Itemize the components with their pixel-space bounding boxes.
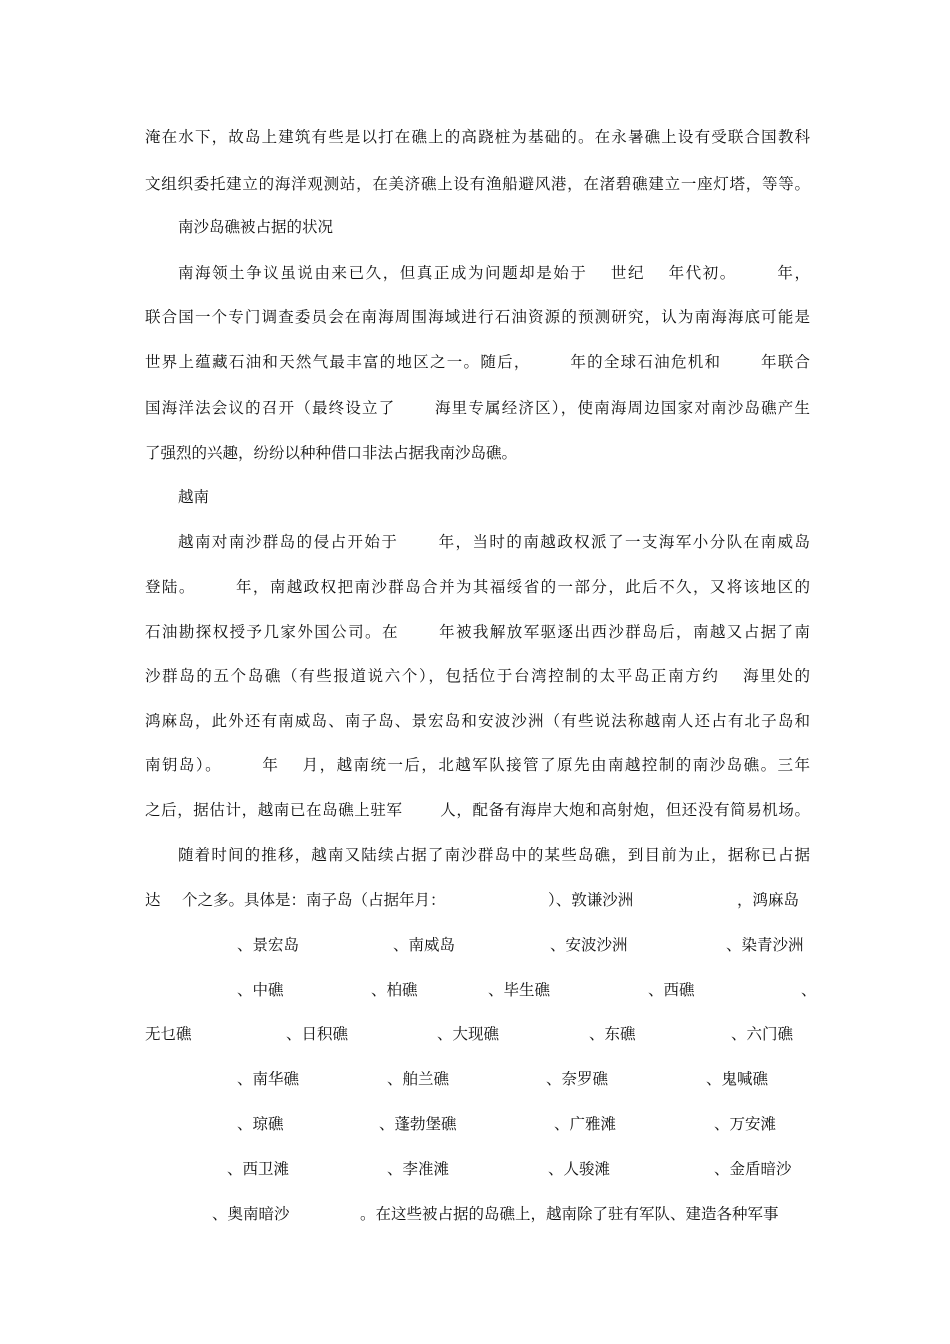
reef-list-item: 、广雅滩 [554, 1115, 617, 1133]
paragraph-line: 南钥岛）。 年 月，越南统一后，北越军队接管了原先由南越控制的南沙岛礁。三年 [145, 756, 810, 774]
reef-list-row [145, 1156, 810, 1182]
reef-list-row [145, 887, 810, 913]
reef-list-item: 、柏礁 [371, 981, 418, 999]
reef-list-row [145, 1066, 810, 1092]
paragraph-line: 鸿麻岛，此外还有南威岛、南子岛、景宏岛和安波沙洲（有些说法称越南人还占有北子岛和 [145, 712, 810, 730]
reef-list-row [145, 1201, 810, 1227]
paragraph-line: 淹在水下，故岛上建筑有些是以打在礁上的高跷桩为基础的。在永暑礁上设有受联合国教科 [145, 128, 810, 146]
reef-list-item: 、西礁 [648, 981, 695, 999]
paragraph-line: 石油勘探权授予几家外国公司。在 年被我解放军驱逐出西沙群岛后，南越又占据了南 [145, 623, 810, 641]
reef-list-item: 、蓬勃堡礁 [379, 1115, 457, 1133]
reef-list-item: 、人骏滩 [548, 1160, 611, 1178]
reef-list-item: 、金盾暗沙 [714, 1160, 792, 1178]
paragraph-line: 世界上蕴藏石油和天然气最丰富的地区之一。随后， 年的全球石油危机和 年联合 [145, 353, 810, 371]
paragraph-line: 随着时间的推移，越南又陆续占据了南沙群岛中的某些岛礁，到目前为止，据称已占据 [178, 846, 810, 864]
paragraph-line: 了强烈的兴趣，纷纷以种种借口非法占据我南沙岛礁。 [145, 444, 518, 462]
reef-list-item: 、琼礁 [237, 1115, 284, 1133]
section-heading: 越南 [178, 488, 210, 506]
reef-list-row [145, 1111, 810, 1137]
reef-list-item: 、日积礁 [286, 1025, 349, 1043]
reef-list-item: 、南威岛 [393, 936, 456, 954]
paragraph-line: 沙群岛的五个岛礁（有些报道说六个），包括位于台湾控制的太平岛正南方约 海里处的 [145, 667, 810, 685]
reef-list-item: 、南华礁 [237, 1070, 300, 1088]
reef-list-item: 、染青沙洲 [726, 936, 804, 954]
reef-list-item: 、奈罗礁 [546, 1070, 609, 1088]
reef-list-item: 、东礁 [589, 1025, 636, 1043]
reef-list-item: 达 [145, 891, 161, 909]
reef-list-item: 、 [801, 981, 817, 999]
reef-list-item: 、中礁 [237, 981, 284, 999]
reef-list-row [145, 977, 817, 1003]
reef-list-item: 。在这些被占据的岛礁上，越南除了驻有军队、建造各种军事 [360, 1205, 779, 1223]
paragraph-line: 文组织委托建立的海洋观测站，在美济礁上设有渔船避风港，在渚碧礁建立一座灯塔，等等。 [145, 175, 810, 193]
paragraph-line: 联合国一个专门调查委员会在南海周围海域进行石油资源的预测研究，认为南海海底可能是 [145, 308, 810, 326]
reef-list-item: 、安波沙洲 [550, 936, 628, 954]
reef-list-item: 、舶兰礁 [387, 1070, 450, 1088]
reef-list-item: 、毕生礁 [488, 981, 551, 999]
reef-list-row [145, 1021, 810, 1047]
reef-list-item: 、李准滩 [387, 1160, 450, 1178]
paragraph-line: 南海领土争议虽说由来已久，但真正成为问题却是始于 世纪 年代初。 年， [178, 264, 810, 282]
reef-list-item: 、六门礁 [731, 1025, 794, 1043]
reef-list-item: 、万安滩 [714, 1115, 777, 1133]
reef-list-row [145, 932, 810, 958]
reef-list-item: 个之多。具体是：南子岛（占据年月： [182, 891, 446, 909]
reef-list-item: 、鬼喊礁 [706, 1070, 769, 1088]
reef-list-item: ）、敦谦沙洲 [548, 891, 634, 909]
paragraph-line: 越南对南沙群岛的侵占开始于 年，当时的南越政权派了一支海军小分队在南威岛 [178, 533, 810, 551]
section-heading: 南沙岛礁被占据的状况 [178, 218, 334, 236]
paragraph-line: 国海洋法会议的召开（最终设立了 海里专属经济区），使南海周边国家对南沙岛礁产生 [145, 399, 810, 417]
reef-list-item: 、奥南暗沙 [212, 1205, 290, 1223]
paragraph-line: 之后，据估计，越南已在岛礁上驻军 人，配备有海岸大炮和高射炮，但还没有简易机场。 [145, 801, 810, 819]
reef-list-item: ，鸿麻岛 [737, 891, 800, 909]
reef-list-item: 、西卫滩 [227, 1160, 290, 1178]
reef-list-item: 、景宏岛 [237, 936, 300, 954]
reef-list-item: 、大现礁 [437, 1025, 500, 1043]
reef-list-item: 无乜礁 [145, 1025, 192, 1043]
paragraph-line: 登陆。 年，南越政权把南沙群岛合并为其福绥省的一部分，此后不久，又将该地区的 [145, 578, 810, 596]
